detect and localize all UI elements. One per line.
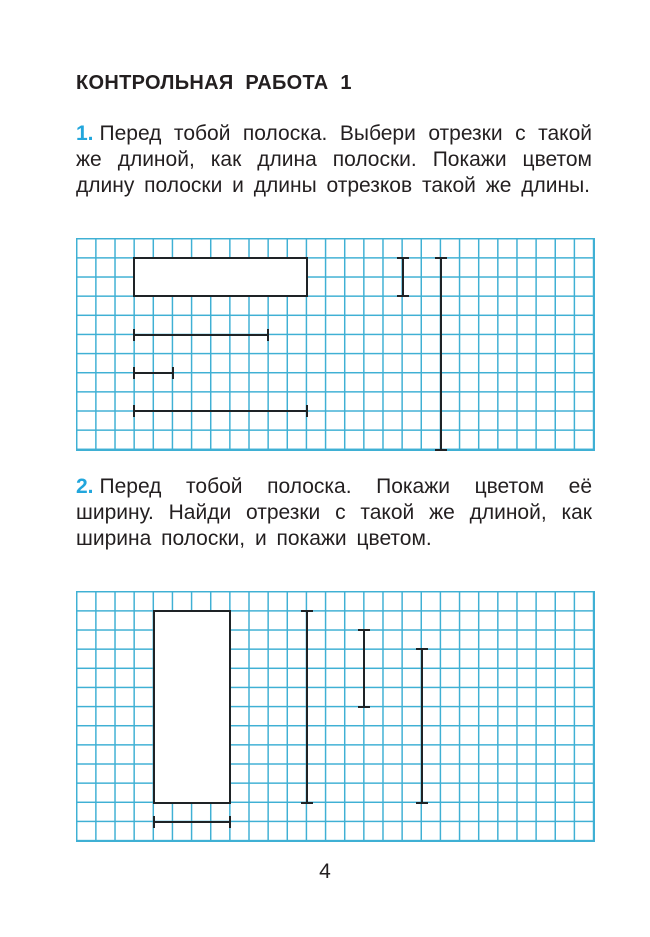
page-title: КОНТРОЛЬНАЯ РАБОТА 1: [76, 72, 352, 94]
horizontal-segment: [133, 334, 269, 336]
vertical-segment: [363, 629, 365, 708]
page-number: 4: [319, 860, 331, 883]
horizontal-segment: [133, 372, 173, 374]
task-number: 1.: [76, 122, 94, 145]
strip-rectangle: [153, 610, 232, 804]
grid-task-2: [76, 591, 595, 842]
horizontal-segment: [133, 410, 307, 412]
strip-rectangle: [133, 257, 307, 297]
task-text: Перед тобой полоска. Выбери отрезки с такой же длиной, как длина полоски. Покажи цветом длину полоски и длины отрезков такой же длины.: [76, 122, 592, 197]
task-1: [76, 121, 592, 199]
task-text: Перед тобой полоска. Покажи цветом её ширину. Найди отрезки с такой же длиной, как ширина полоски, и покажи цветом.: [76, 475, 592, 550]
vertical-segment: [402, 257, 404, 297]
task-2: [76, 474, 592, 552]
grid-task-1: [76, 238, 595, 451]
task-number: 2.: [76, 475, 94, 498]
vertical-segment: [306, 610, 308, 804]
vertical-segment: [421, 648, 423, 803]
horizontal-segment: [153, 821, 232, 823]
vertical-segment: [440, 257, 442, 451]
